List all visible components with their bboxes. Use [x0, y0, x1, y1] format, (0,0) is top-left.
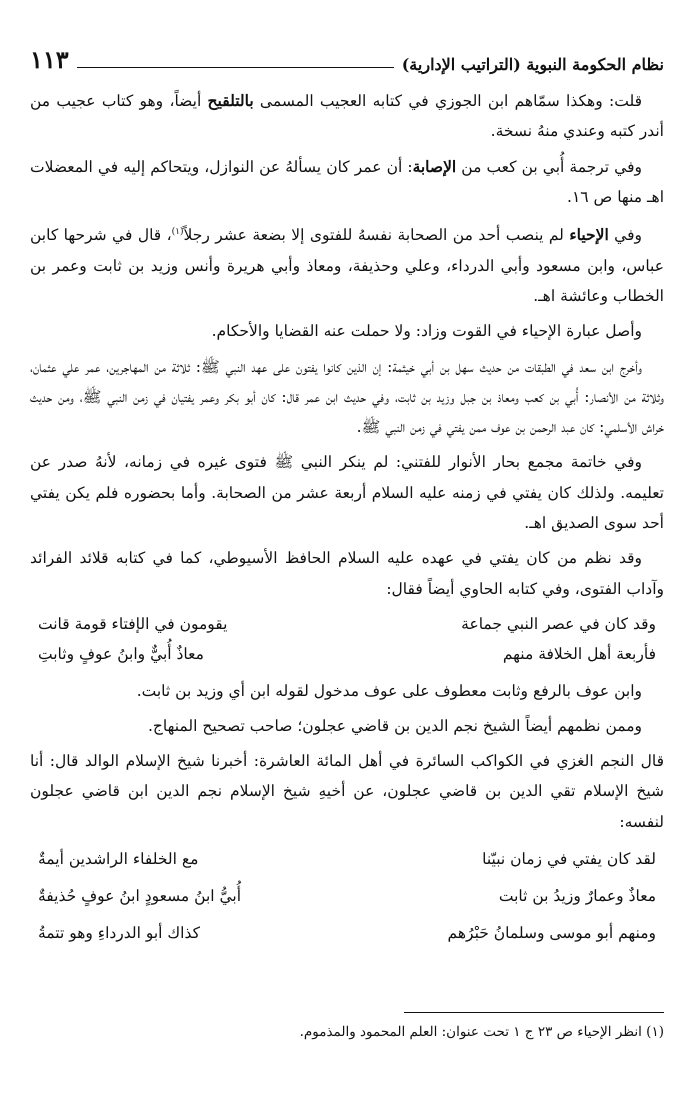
footnote-rule: [404, 1012, 664, 1013]
book-title-ihya: الإحياء: [569, 225, 609, 245]
verse-line: [30, 879, 664, 916]
paragraph-7: وقد نظم من كان يفتي في عهده عليه السلام الحافظ الأسيوطي، كما في كتابه قلائد الفرائد وآداب الفتوى، وفي كتابه الحاوي أيضاً فقال:: [30, 549, 664, 598]
page-number: ١١٣: [30, 45, 69, 74]
verse-second-half: مع الخلفاء الراشدين أيمةٌ: [38, 849, 199, 868]
paragraph-4: وأصل عبارة الإحياء في القوت وزاد: ولا حملت عنه القضايا والأحكام.: [211, 322, 642, 341]
footnote-marker: (١): [171, 227, 184, 238]
verse-second-half: أُبيُّ ابنُ مسعودٍ ابنُ عوفٍ حُذيفةٌ: [38, 886, 242, 905]
page-header: [30, 34, 664, 74]
verse-first-half: وقد كان في عصر النبي جماعة: [461, 614, 656, 633]
verse-first-half: معاذٌ وعمارٌ وزيدُ بن ثابت: [498, 886, 656, 905]
page-body: [30, 86, 664, 959]
footnote-1: (١) انظر الإحياء ص ٢٣ ج ١ تحت عنوان: العلم المحمود والمذموم.: [299, 1024, 664, 1040]
paragraph-5: وأخرج ابن سعد في الطبقات من حديث سهل بن أبي خيثمة: إن الذين كانوا يفتون على عهد النبي ﷺ: ثلاثة من المهاجرين، عمر علي عثمان، وثلاثة من الأنصار: أُبي بن كعب ومعاذ بن جبل وزيد بن ثابت، وفي حديث ابن عمر قال: كان أبو بكر وعمر يفتيان في زمن النبي ﷺ، ومن حديث خراش الأسلمي: كان عبد الرحمن بن عوف ممن يفتي في زمن النبي ﷺ.: [30, 357, 664, 437]
paragraph-8: وابن عوف بالرفع وثابت معطوف على عوف مدخول لقوله ابن أي وزيد بن ثابت.: [136, 681, 642, 700]
paragraph-2: وفي ترجمة أُبي بن كعب من الإصابة: أن عمر كان يسألهُ عن النوازل، ويتحاكم إليه في المعضلات اهـ منها ص ١٦.: [30, 156, 664, 206]
header-rule: [77, 67, 394, 68]
footnote-area: [30, 1012, 664, 1043]
verse-line: [30, 639, 664, 669]
verse-line: [30, 916, 664, 953]
verse-line: [30, 609, 664, 639]
paragraph-6: وفي خاتمة مجمع بحار الأنوار للفتني: لم ينكر النبي ﷺ فتوى غيره في زمانه، لأنهُ صدر عن تعليمه. ولذلك كان يفتي في زمنه عليه السلام أربعة عشر من الصحابة. وأما بحضوره فلم يكن يفتي أحد سوى الصديق اهـ.: [30, 453, 664, 533]
book-title-talqih: بالتلقيح: [207, 91, 254, 110]
book-title-isaba: الإصابة: [412, 156, 457, 176]
verse-line: [30, 842, 664, 879]
verse-second-half: معاذٌ أُبيٌّ وابنُ عوفٍ وثابتِ: [38, 645, 204, 664]
poem-ibn-qadi-ajlun: [30, 842, 664, 953]
verse-first-half: لقد كان يفتي في زمان نبيّنا: [482, 849, 656, 868]
verse-second-half: كذاك أبو الدرداءِ وهو تتمةُ: [38, 923, 201, 942]
poem-suyuti: [30, 609, 664, 670]
paragraph-10: قال النجم الغزي في الكواكب السائرة في أهل المائة العاشرة: أخبرنا شيخ الإسلام الوالد قال: أنا شيخ الإسلام تقي الدين بن قاضي عجلون، عن أخيهِ شيخ الإسلام نجم الدين ابن قاضي عجلون لنفسه:: [30, 752, 664, 831]
paragraph-9: وممن نظمهم أيضاً الشيخ نجم الدين بن قاضي عجلون؛ صاحب تصحيح المنهاج.: [147, 716, 642, 735]
verse-second-half: يقومون في الإفتاء قومة قانت: [38, 614, 228, 633]
verse-first-half: فأربعة أهل الخلافة منهم: [502, 645, 656, 664]
running-title: نظام الحكومة النبوية (التراتيب الإدارية): [401, 55, 664, 74]
paragraph-1: قلت: وهكذا سمّاهم ابن الجوزي في كتابه العجيب المسمى بالتلقيح أيضاً، وهو كتاب عجيب من أندر كتبه وعندي منهُ نسخة.: [30, 91, 664, 141]
verse-first-half: ومنهم أبو موسى وسلمانُ حَبْرُهم: [447, 923, 656, 942]
paragraph-3: وفي الإحياء لم ينصب أحد من الصحابة نفسهُ للفتوى إلا بضعة عشر رجلاً$^{(١)}$، قال في شرحها كابن عباس، وابن مسعود وأبي الدرداء، وعلي وحذيفة، ومعاذ وأبي هريرة وأنس وزيد بن ثابت وعمر بن الخطاب وعائشة اهـ.: [30, 225, 664, 305]
